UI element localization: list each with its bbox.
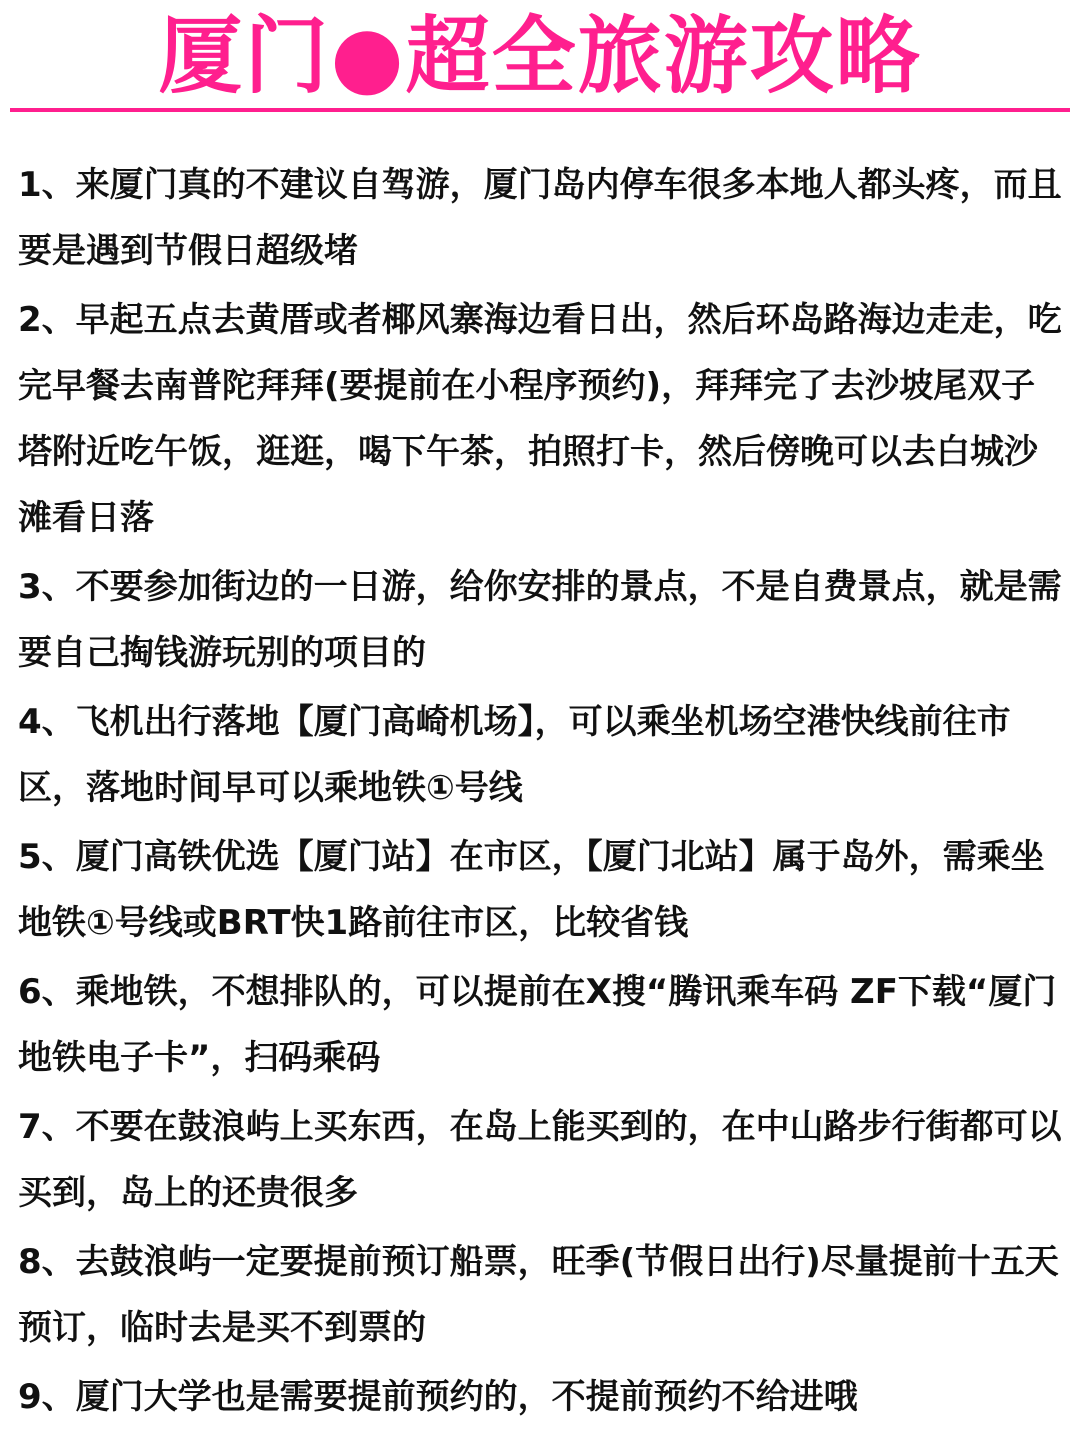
tip-item-7: 7、不要在鼓浪屿上买东西，在岛上能买到的，在中山路步行街都可以买到，岛上的还贵很多: [18, 1107, 1062, 1213]
title-divider: [10, 108, 1070, 112]
tip-item-6: 6、乘地铁，不想排队的，可以提前在X搜“腾讯乘车码 ZF下载“厦门地铁电子卡”，扫码乘码: [18, 972, 1057, 1078]
tip-item-9: 9、厦门大学也是需要提前预约的，不提前预约不给进哦: [18, 1377, 858, 1417]
tip-item-4: 4、飞机出行落地【厦门高崎机场】，可以乘坐机场空港快线前往市区，落地时间早可以乘地铁①号线: [18, 702, 1011, 808]
tips-list: [18, 152, 1066, 1433]
page-title: 厦门●超全旅游攻略: [158, 7, 922, 105]
tip-item-2: 2、早起五点去黄厝或者椰风寨海边看日出，然后环岛路海边走走，吃完早餐去南普陀拜拜(要提前在小程序预约)，拜拜完了去沙坡尾双子塔附近吃午饭，逛逛，喝下午茶，拍照打卡，然后傍晚可以去白城沙滩看日落: [18, 300, 1062, 538]
tip-item-1: 1、来厦门真的不建议自驾游，厦门岛内停车很多本地人都头疼，而且要是遇到节假日超级堵: [18, 165, 1062, 271]
tip-item-5: 5、厦门高铁优选【厦门站】在市区，【厦门北站】属于岛外，需乘坐地铁①号线或BRT快1路前往市区，比较省钱: [18, 837, 1045, 943]
tip-item-3: 3、不要参加街边的一日游，给你安排的景点，不是自费景点，就是需要自己掏钱游玩别的项目的: [18, 567, 1062, 673]
tip-item-8: 8、去鼓浪屿一定要提前预订船票，旺季(节假日出行)尽量提前十五天预订，临时去是买不到票的: [18, 1242, 1059, 1348]
